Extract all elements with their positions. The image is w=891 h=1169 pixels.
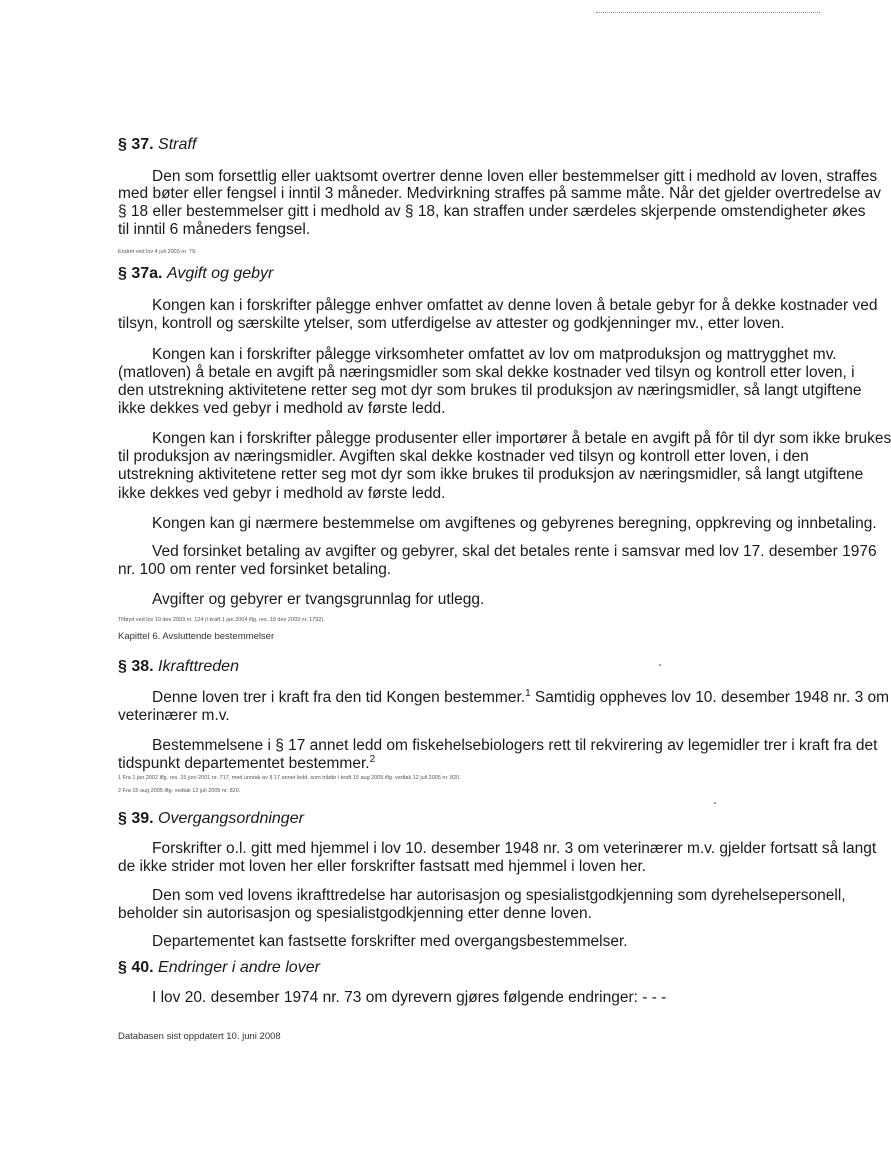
section-title: Ikrafttreden <box>158 658 239 675</box>
section-37a-heading <box>118 265 273 283</box>
text-line: veterinærer m.v. <box>118 707 230 724</box>
text-line: den utstrekning aktivitetene retter seg mot dyr som brukes til produksjon av næringsmidler, så langt utgiftene <box>118 382 862 399</box>
text-line: til produksjon av næringsmidler. Avgiften skal dekke kostnader ved tilsyn og kontroll etter loven, i den <box>118 448 809 465</box>
section-number: § 39. <box>118 810 154 827</box>
amendment-note: Tilføyd ved lov 19 des 2003 nr. 124 (i kraft 1 jan 2004 iflg. res. 19 des 2003 nr. 1792). <box>118 617 325 623</box>
text-span: Denne loven trer i kraft fra den tid Kongen bestemmer. <box>152 689 526 706</box>
scan-speck <box>714 802 716 804</box>
text-line: Den som forsettlig eller uaktsomt overtrer denne loven eller bestemmelser gitt i medhold av loven, straffes <box>152 168 878 185</box>
footnote-marker: 2 <box>369 753 376 765</box>
text-line: Departementet kan fastsette forskrifter med overgangsbestemmelser. <box>152 933 628 950</box>
text-span: tidspunkt departementet bestemmer. <box>118 755 370 772</box>
footnote-marker: 1 <box>525 687 531 699</box>
text-line <box>152 689 889 707</box>
amendment-note: Endret ved lov 4 juli 2003 nr. 79. <box>118 249 197 255</box>
section-number: § 37. <box>118 136 154 153</box>
text-line: Kongen kan i forskrifter pålegge virksomheter omfattet av lov om matproduksjon og mattrygghet mv. <box>152 346 837 363</box>
chapter-heading: Kapittel 6. Avsluttende bestemmelser <box>118 631 275 642</box>
text-line: Forskrifter o.l. gitt med hjemmel i lov 10. desember 1948 nr. 3 om veterinærer m.v. gjelder fortsatt så langt <box>152 840 877 857</box>
text-line: Ved forsinket betaling av avgifter og gebyrer, skal det betales rente i samsvar med lov 17. desember 1976 <box>152 543 877 560</box>
page-footer: Databasen sist oppdatert 10. juni 2008 <box>118 1031 281 1042</box>
text-line: ikke dekkes ved gebyr i medhold av første ledd. <box>118 485 446 502</box>
section-38-heading <box>118 658 239 676</box>
text-line: beholder sin autorisasjon og spesialistgodkjenning etter denne loven. <box>118 905 592 922</box>
text-line: de ikke strider mot loven her eller forskrifter fastsatt med hjemmel i loven her. <box>118 858 647 875</box>
text-line: (matloven) å betale en avgift på næringsmidler som skal dekke kostnader ved tilsyn og kontroll etter loven, i <box>118 364 855 381</box>
section-number: § 37a. <box>118 265 163 282</box>
section-title: Avgift og gebyr <box>166 265 274 282</box>
text-line: § 18 eller bestemmelser gitt i medhold av § 18, kan straffen under særdeles skjerpende omstendigheter økes <box>118 203 866 220</box>
text-span: Samtidig oppheves lov 10. desember 1948 nr. 3 om <box>530 689 890 706</box>
footnote-1: 1 Fra 1 jan 2002 iflg. res. 15 juni 2001 nr. 717, med unntak av § 17 annet ledd, som trådte i kraft 15 aug 2005 iflg. vedtak 12 juli 2005 nr. 820. <box>118 775 461 781</box>
text-line: utstrekning aktivitetene retter seg mot dyr som ikke brukes til produksjon av næringsmidler, så langt utgiftene <box>118 466 864 483</box>
section-title: Endringer i andre lover <box>158 959 320 976</box>
section-39-heading <box>118 810 304 828</box>
text-line: Kongen kan gi nærmere bestemmelse om avgiftenes og gebyrenes beregning, oppkreving og innbetaling. <box>152 515 877 532</box>
section-title: Straff <box>158 136 197 153</box>
section-title: Overgangsordninger <box>158 810 304 827</box>
text-line <box>118 755 375 773</box>
text-line: nr. 100 om renter ved forsinket betaling. <box>118 561 392 578</box>
text-line: Kongen kan i forskrifter pålegge produsenter eller importører å betale en avgift på fôr til dyr som ikke brukes <box>152 430 891 447</box>
text-line: Avgifter og gebyrer er tvangsgrunnlag for utlegg. <box>152 591 485 608</box>
section-37-heading <box>118 136 196 154</box>
text-line: Bestemmelsene i § 17 annet ledd om fiskehelsebiologers rett til rekvirering av legemidler trer i kraft fra det <box>152 737 878 754</box>
text-line: med bøter eller fengsel i inntil 3 måneder. Medvirkning straffes på samme måte. Når det gjelder overtredelse av <box>118 185 882 202</box>
section-number: § 40. <box>118 959 154 976</box>
text-line: tilsyn, kontroll og særskilte ytelser, som utferdigelse av attester og godkjenninger mv., etter loven. <box>118 315 785 332</box>
text-line: Den som ved lovens ikrafttredelse har autorisasjon og spesialistgodkjenning som dyrehelsepersonell, <box>152 887 846 904</box>
text-line: til inntil 6 måneders fengsel. <box>118 221 311 238</box>
text-line: I lov 20. desember 1974 nr. 73 om dyrevern gjøres følgende endringer: - - - <box>152 989 667 1006</box>
text-line: ikke dekkes ved gebyr i medhold av første ledd. <box>118 400 446 417</box>
scan-dotted-line <box>596 12 820 15</box>
scan-speck <box>659 664 661 666</box>
section-number: § 38. <box>118 658 154 675</box>
footnote-2: 2 Fra 15 aug 2005 iflg. vedtak 12 juli 2005 nr. 820. <box>118 788 241 794</box>
text-line: Kongen kan i forskrifter pålegge enhver omfattet av denne loven å betale gebyr for å dekke kostnader ved <box>152 297 878 314</box>
section-40-heading <box>118 959 320 977</box>
